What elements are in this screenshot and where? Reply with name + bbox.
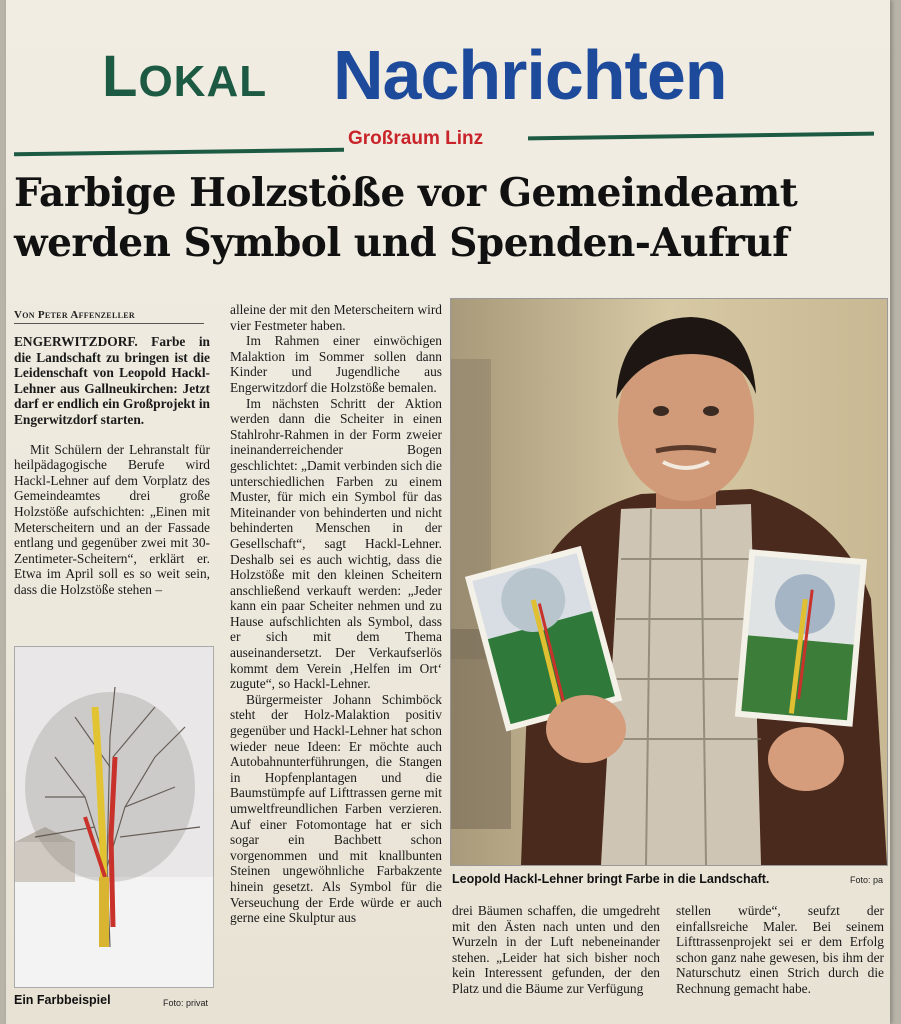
- small-photo-caption: Ein Farbbeispiel: [14, 993, 111, 1007]
- main-photo-caption: Leopold Hackl-Lehner bringt Farbe in die Landschaft.: [452, 872, 770, 886]
- column-2: [230, 302, 442, 926]
- column-4: [676, 903, 884, 997]
- region-label: Großraum Linz: [348, 128, 484, 149]
- man-with-postcards-image: [451, 299, 887, 865]
- headline: [14, 168, 874, 268]
- small-photo-credit: Foto: privat: [163, 998, 209, 1008]
- masthead-lokal: LOKAL: [102, 44, 268, 109]
- snowy-tree-image: [15, 647, 213, 987]
- paragraph: stellen würde“, seufzt der einfallsreiche Maler. Bei seinem Lifttrassenprojekt sei er dem Erfolg schon ganz nahe gewesen, bis ihm der Naturschutz einen Strich durch die Rechnung gemacht habe.: [676, 903, 884, 996]
- masthead-nachrichten: Nachrichten: [333, 36, 727, 114]
- paragraph: drei Bäumen schaffen, die umgedreht mit den Ästen nach unten und den Wurzeln in der Luft nebeneinander stehen. „Leider hat sich bisher noch kein Interessent gefunden, der den Platz und die Bäume zur Verfügung: [452, 903, 660, 996]
- headline-line-2: werden Symbol und Spenden-Aufruf: [14, 220, 789, 266]
- main-photo-credit: Foto: pa: [849, 875, 883, 885]
- paragraph: Im nächsten Schritt der Aktion werden dann die Scheiter in einen Stahlrohr-Rahmen in der Form zweier ineinanderreichender Bogen geschlichtet: „Damit verbinden sich die unterschiedlichen Farben zu einem Muster, für mich ein Symbol für das Miteinander von behinderten und nicht behinderten Menschen in der Gesellschaft“, sagt Hackl-Lehner. Deshalb sei es auch wichtig, dass die Holzstöße mit den kleinen Scheitern anschließend verkauft werden: „Jeder kann ein paar Scheiter nehmen und zu Hause aufschlichten als Symbol, dass er sich mit dem Thema auseinandersetzt. Der Verkaufserlös kommt dem Verein ‚Helfen im Ort‘ zugute“, so Hackl-Lehner.: [230, 395, 442, 692]
- portrait-photo: [450, 298, 888, 866]
- column-1: [14, 334, 210, 598]
- tree-photo: [14, 646, 214, 988]
- column-3: [452, 903, 660, 997]
- paragraph: Mit Schülern der Lehranstalt für heilpädagogische Berufe wird Hackl-Lehner auf dem Vorplatz des Gemeindeamtes drei große Holzstöße aufschichten: „Einen mit Meterscheitern und an der Fassade entlang und gegenüber zwei mit 30-Zentimeter-Scheitern“, erklärt er. Etwa im April soll es so weit sein, dass die Holzstöße stehen –: [14, 441, 210, 597]
- lead-paragraph: ENGERWITZDORF. Farbe in die Landschaft zu bringen ist die Leidenschaft von Leopold Hackl-Lehner aus Gallneukirchen: Jetzt darf er endlich ein Großprojekt in Engerwitzdorf starten.: [14, 334, 210, 427]
- paragraph: alleine der mit den Meterscheitern wird vier Festmeter haben.: [230, 302, 442, 333]
- paragraph: Im Rahmen einer einwöchigen Malaktion im Sommer sollen dann Kinder und Jugendliche aus Engerwitzdorf die Holzstöße bemalen.: [230, 333, 442, 395]
- byline: Von Peter Affenzeller: [14, 309, 204, 324]
- paragraph: Bürgermeister Johann Schimböck steht der Holz-Malaktion positiv gegenüber und Hackl-Lehner hat schon wieder neue Ideen: Er möchte auch Autobahnunterführungen, die Stangen in Hopfenplantagen und die Baumstümpfe auf Lifttrassen gerne mit umweltfreundlichen Farben verzieren. Auf einer Fotomontage hat er sich sogar ein Bachbett schon vorgenommen und mit knallbunten Steinen ungewöhnliche Farbakzente hinein gesetzt. Als Symbol für die Verseuchung der Erde würde er auch gerne eine Skulptur aus: [230, 691, 442, 926]
- headline-line-1: Farbige Holzstöße vor Gemeindeamt: [14, 170, 798, 216]
